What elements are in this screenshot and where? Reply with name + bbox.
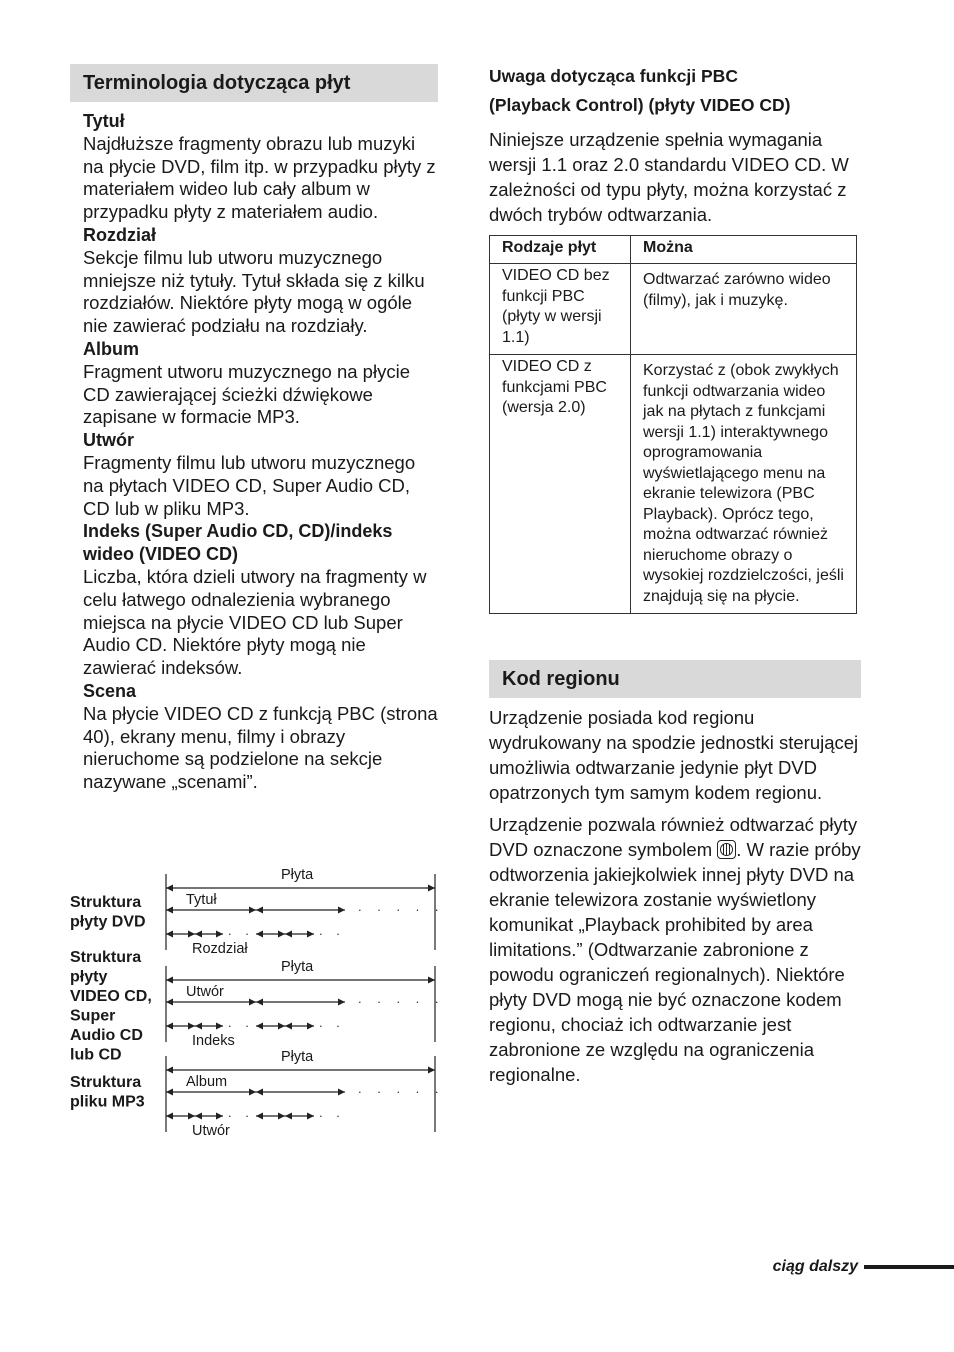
region-paragraph-2-end: . W razie próby odtworzenia jakiejkolwiek innej płyty DVD na ekranie telewizora zostanie wyświetlony komunikat „Playback prohibited by area limitations.” (Odtwarzanie zabronione z powodu ograniczeń regionalnych). Niektóre płyty DVD mogą nie być oznaczone kodem regionu, chociaż ich odtwarzanie jest zabronione ze względu na ograniczenia regionalne. xyxy=(489,839,861,1085)
diagram-arrowhead xyxy=(285,931,292,938)
table-cell: VIDEO CD z funkcjami PBC (wersja 2.0) xyxy=(490,355,631,614)
diagram-arrowhead xyxy=(307,1113,314,1120)
table-row xyxy=(490,355,857,614)
diagram-ellipsis: . . . . . xyxy=(358,1081,445,1096)
diagram-arrowhead xyxy=(278,931,285,938)
term-definition: Fragment utworu muzycznego na płycie CD zawierającej ścieżki dźwiękowe zapisane w formacie MP3. xyxy=(83,360,410,428)
continued-label: ciąg dalszy xyxy=(772,1258,858,1275)
term-entry xyxy=(83,110,438,224)
diagram-arrowhead xyxy=(278,1113,285,1120)
diagram-arrowhead xyxy=(166,1023,173,1030)
diagram-arrowhead xyxy=(256,1089,263,1096)
diagram-arrowhead xyxy=(285,1023,292,1030)
diagram-arrowhead xyxy=(256,1113,263,1120)
term-title: Scena xyxy=(83,680,137,701)
region-all-icon xyxy=(717,840,736,859)
table-header: Rodzaje płyt xyxy=(490,236,631,264)
diagram-arrowhead xyxy=(307,931,314,938)
diagram-arrowhead xyxy=(249,907,256,914)
diagram-arrowhead xyxy=(338,907,345,914)
table-header-row xyxy=(490,236,857,264)
diagram-arrowhead xyxy=(256,931,263,938)
continued-footer xyxy=(773,1258,954,1276)
diagram-arrowhead xyxy=(256,1023,263,1030)
diagram-arrowhead xyxy=(166,977,173,984)
diagram-arrowhead xyxy=(278,1023,285,1030)
region-code-section xyxy=(489,660,861,1087)
table-header: Można xyxy=(631,236,857,264)
table-cell: VIDEO CD bez funkcji PBC (płyty w wersji 1.1) xyxy=(490,264,631,355)
diagram-arrowhead xyxy=(307,1023,314,1030)
diagram-ellipsis: . . xyxy=(228,923,254,938)
diagram-structure-label: Struktura xyxy=(70,894,142,911)
term-entry xyxy=(83,520,438,680)
diagram-ellipsis: . . xyxy=(319,923,345,938)
diagram-arrowhead xyxy=(216,1023,223,1030)
diagram-mid-label: Utwór xyxy=(186,984,224,1000)
diagram-arrowhead xyxy=(216,1113,223,1120)
diagram-mid-label: Tytuł xyxy=(186,892,217,908)
diagram-structure-label: Audio CD xyxy=(70,1027,143,1044)
region-paragraph-2 xyxy=(489,812,861,1087)
diagram-arrowhead xyxy=(166,907,173,914)
diagram-arrowhead xyxy=(256,999,263,1006)
diagram-arrowhead xyxy=(285,1113,292,1120)
term-definition: Fragmenty filmu lub utworu muzycznego na płytach VIDEO CD, Super Audio CD, CD lub w pliku MP3. xyxy=(83,451,416,519)
term-title: Indeks (Super Audio CD, CD)/indeks wideo (VIDEO CD) xyxy=(83,521,393,565)
right-column xyxy=(489,62,861,1087)
table-row xyxy=(490,264,857,355)
diagram-top-label: Płyta xyxy=(281,959,314,975)
diagram-structure-label: płyty xyxy=(70,968,108,986)
diagram-arrowhead xyxy=(249,1089,256,1096)
term-title: Album xyxy=(83,338,139,359)
term-title: Rozdział xyxy=(83,224,157,245)
pbc-paragraph: Niniejsze urządzenie spełnia wymagania wersji 1.1 oraz 2.0 standardu VIDEO CD. W zależności od typu płyty, można korzystać z dwóch trybów odtwarzania. xyxy=(489,129,849,225)
term-title: Tytuł xyxy=(83,111,125,131)
diagram-arrowhead xyxy=(428,977,435,984)
diagram-structure-label: Super xyxy=(70,1007,116,1025)
diagram-structure-label: Struktura xyxy=(70,1074,142,1091)
diagram-arrowhead xyxy=(249,999,256,1006)
diagram-ellipsis: . . xyxy=(319,1105,345,1120)
term-definition: Najdłuższe fragmenty obrazu lub muzyki na płycie DVD, film itp. w przypadku płyty z materiałem wideo lub cały album w przypadku płyty z materiałem audio. xyxy=(83,132,436,223)
diagram-ellipsis: . . xyxy=(319,1015,345,1030)
diagram-arrowhead xyxy=(188,1023,195,1030)
region-paragraph-2-start: Urządzenie pozwala również odtwarzać płyty DVD oznaczone symbolem xyxy=(489,814,858,860)
term-entry xyxy=(83,338,438,429)
pbc-title-line1: Uwaga dotycząca funkcji PBC xyxy=(489,66,738,86)
diagram-ellipsis: . . . . . xyxy=(358,991,445,1006)
table-cell: Korzystać z (obok zwykłych funkcji odtwarzania wideo jak na płytach z funkcjami wersji 1.1) interaktywnego oprogramowania wyświetlającego menu na ekranie telewizora (PBC Playback). Oprócz tego, można odtwarzać również nieruchome obrazy o wysokiej rozdzielczości, jeśli znajdują się na płycie. xyxy=(631,355,857,614)
diagram-structure-label: Struktura xyxy=(70,949,142,966)
terms-list xyxy=(70,110,438,794)
diagram-bottom-label: Rozdział xyxy=(192,941,248,957)
diagram-arrowhead xyxy=(195,1023,202,1030)
diagram-arrowhead xyxy=(166,1067,173,1074)
diagram-arrowhead xyxy=(216,931,223,938)
region-paragraph-1: Urządzenie posiada kod regionu wydrukowany na spodzie jednostki sterującej umożliwia odtwarzanie jedynie płyt DVD opatrzonych tym samym kodem regionu. xyxy=(489,707,859,803)
disc-structure-diagram xyxy=(60,860,450,1150)
diagram-arrowhead xyxy=(166,931,173,938)
term-entry xyxy=(83,680,438,794)
diagram-arrowhead xyxy=(188,1113,195,1120)
terminology-heading: Terminologia dotycząca płyt xyxy=(70,64,438,102)
pbc-table xyxy=(489,235,857,614)
diagram-top-label: Płyta xyxy=(281,1049,314,1065)
term-definition: Sekcje filmu lub utworu muzycznego mniejsze niż tytuły. Tytuł składa się z kilku rozdziałów. Niektóre płyty mogą w ogóle nie zawierać podziału na rozdziały. xyxy=(83,246,425,337)
diagram-arrowhead xyxy=(166,999,173,1006)
left-column xyxy=(70,64,438,794)
diagram-structure-label: pliku MP3 xyxy=(70,1093,145,1111)
diagram-arrowhead xyxy=(166,885,173,892)
diagram-ellipsis: . . . . . xyxy=(358,899,445,914)
region-code-heading: Kod regionu xyxy=(489,660,861,698)
continued-bar xyxy=(864,1265,954,1269)
diagram-ellipsis: . . xyxy=(228,1015,254,1030)
term-entry xyxy=(83,429,438,520)
diagram-arrowhead xyxy=(166,1089,173,1096)
term-entry xyxy=(83,224,438,338)
pbc-title-line2: (Playback Control) (płyty VIDEO CD) xyxy=(489,95,791,115)
diagram-top-label: Płyta xyxy=(281,867,314,883)
diagram-arrowhead xyxy=(428,1067,435,1074)
diagram-arrowhead xyxy=(256,907,263,914)
diagram-structure-label: VIDEO CD, xyxy=(70,988,152,1005)
diagram-structure-label: płyty DVD xyxy=(70,913,146,931)
diagram-arrowhead xyxy=(338,1089,345,1096)
term-definition: Liczba, która dzieli utwory na fragmenty w celu łatwego odnalezienia wybranego miejsca na płycie VIDEO CD lub Super Audio CD. Niektóre płyty mogą nie zawierać indeksów. xyxy=(83,565,427,679)
diagram-bottom-label: Indeks xyxy=(192,1033,235,1049)
diagram-arrowhead xyxy=(428,885,435,892)
diagram-ellipsis: . . xyxy=(228,1105,254,1120)
diagram-arrowhead xyxy=(338,999,345,1006)
table-cell: Odtwarzać zarówno wideo (filmy), jak i muzykę. xyxy=(631,264,857,355)
diagram-bottom-label: Utwór xyxy=(192,1123,230,1139)
term-title: Utwór xyxy=(83,430,134,451)
diagram-structure-label: lub CD xyxy=(70,1046,122,1064)
diagram-mid-label: Album xyxy=(186,1074,228,1090)
diagram-arrowhead xyxy=(166,1113,173,1120)
diagram-arrowhead xyxy=(195,1113,202,1120)
diagram-arrowhead xyxy=(195,931,202,938)
diagram-arrowhead xyxy=(188,931,195,938)
term-definition: Na płycie VIDEO CD z funkcją PBC (strona 40), ekrany menu, filmy i obrazy nieruchome są podzielone na sekcje nazywane „scenami”. xyxy=(83,702,438,793)
